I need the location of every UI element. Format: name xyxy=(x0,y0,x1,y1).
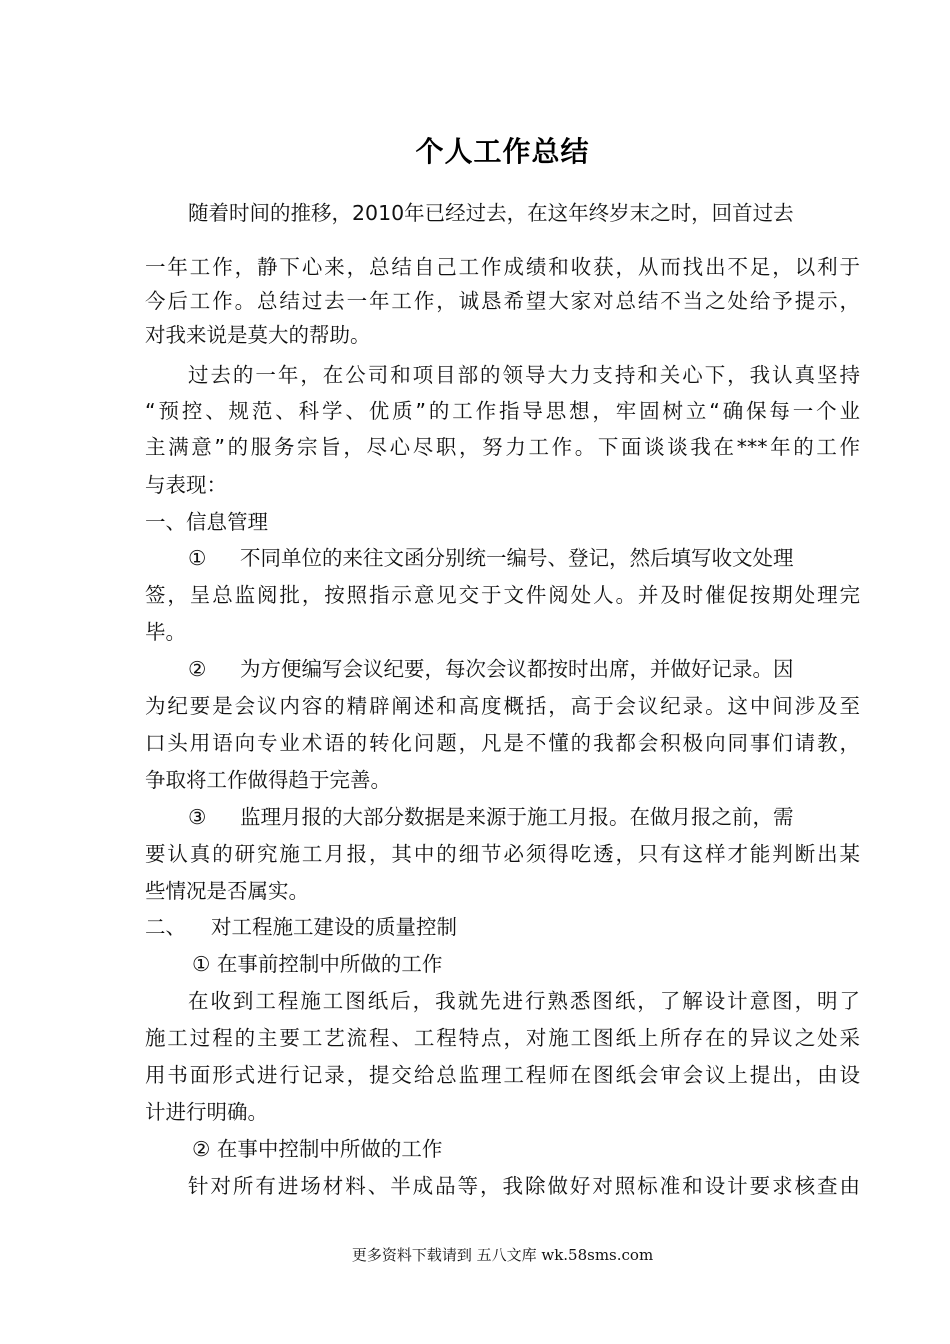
paragraph-line: 一年工作，静下心来，总结自己工作成绩和收获，从而找出不足，以利于 xyxy=(145,255,860,279)
paragraph-line: 毕。 xyxy=(145,620,186,644)
item-marker: ① xyxy=(188,546,207,570)
numbered-item-line xyxy=(188,543,860,573)
item-text: 为方便编写会议纪要，每次会议都按时出席，并做好记录。因 xyxy=(240,657,794,681)
item-marker: ③ xyxy=(188,805,207,829)
paragraph-line: 为纪要是会议内容的精辟阐述和高度概括，高于会议纪录。这中间涉及至 xyxy=(145,694,860,718)
paragraph-line: 些情况是否属实。 xyxy=(145,879,309,903)
paragraph-line: 签，呈总监阅批，按照指示意见交于文件阅处人。并及时催促按期处理完 xyxy=(145,583,860,607)
item-text: 监理月报的大部分数据是来源于施工月报。在做月报之前，需 xyxy=(240,805,794,829)
paragraph-line: 对我来说是莫大的帮助。 xyxy=(145,323,371,347)
paragraph-line: 口头用语向专业术语的转化问题，凡是不懂的我都会积极向同事们请教， xyxy=(145,731,860,755)
item-marker: ② xyxy=(188,657,207,681)
numbered-item-line xyxy=(188,802,860,832)
document-title: 个人工作总结 xyxy=(415,135,590,168)
paragraph-line: 计进行明确。 xyxy=(145,1100,268,1124)
subsection-heading: ① 在事前控制中所做的工作 xyxy=(192,952,443,976)
paragraph-line: 施工过程的主要工艺流程、工程特点，对施工图纸上所存在的异议之处采 xyxy=(145,1026,860,1050)
paragraph-line: 在收到工程施工图纸后，我就先进行熟悉图纸，了解设计意图，明了 xyxy=(188,989,860,1013)
subsection-heading: ② 在事中控制中所做的工作 xyxy=(192,1137,443,1161)
paragraph-line: 过去的一年，在公司和项目部的领导大力支持和关心下，我认真坚持 xyxy=(188,363,860,387)
section-heading-1: 一、信息管理 xyxy=(145,510,268,534)
paragraph-line: 随着时间的推移，2010年已经过去，在这年终岁末之时，回首过去 xyxy=(188,201,794,225)
paragraph-line: “预控、规范、科学、优质”的工作指导思想，牢固树立“确保每一个业 xyxy=(145,399,860,423)
paragraph-line: 用书面形式进行记录，提交给总监理工程师在图纸会审会议上提出，由设 xyxy=(145,1063,860,1087)
item-text: 不同单位的来往文函分别统一编号、登记，然后填写收文处理 xyxy=(240,546,794,570)
paragraph-line: 与表现： xyxy=(145,473,227,497)
paragraph-line: 针对所有进场材料、半成品等，我除做好对照标准和设计要求核查由 xyxy=(188,1174,860,1198)
section-heading-2 xyxy=(145,912,860,942)
paragraph-line: 主满意”的服务宗旨，尽心尽职，努力工作。下面谈谈我在***年的工作 xyxy=(145,435,860,459)
numbered-item-line xyxy=(188,654,860,684)
paragraph-line: 要认真的研究施工月报，其中的细节必须得吃透，只有这样才能判断出某 xyxy=(145,842,860,866)
section-title: 对工程施工建设的质量控制 xyxy=(211,915,457,939)
footer-note: 更多资料下载请到 五八文库 wk.58sms.com xyxy=(351,1246,654,1264)
section-marker: 二、 xyxy=(145,915,186,939)
paragraph-line: 今后工作。总结过去一年工作，诚恳希望大家对总结不当之处给予提示， xyxy=(145,289,860,313)
paragraph-line: 争取将工作做得趋于完善。 xyxy=(145,768,391,792)
